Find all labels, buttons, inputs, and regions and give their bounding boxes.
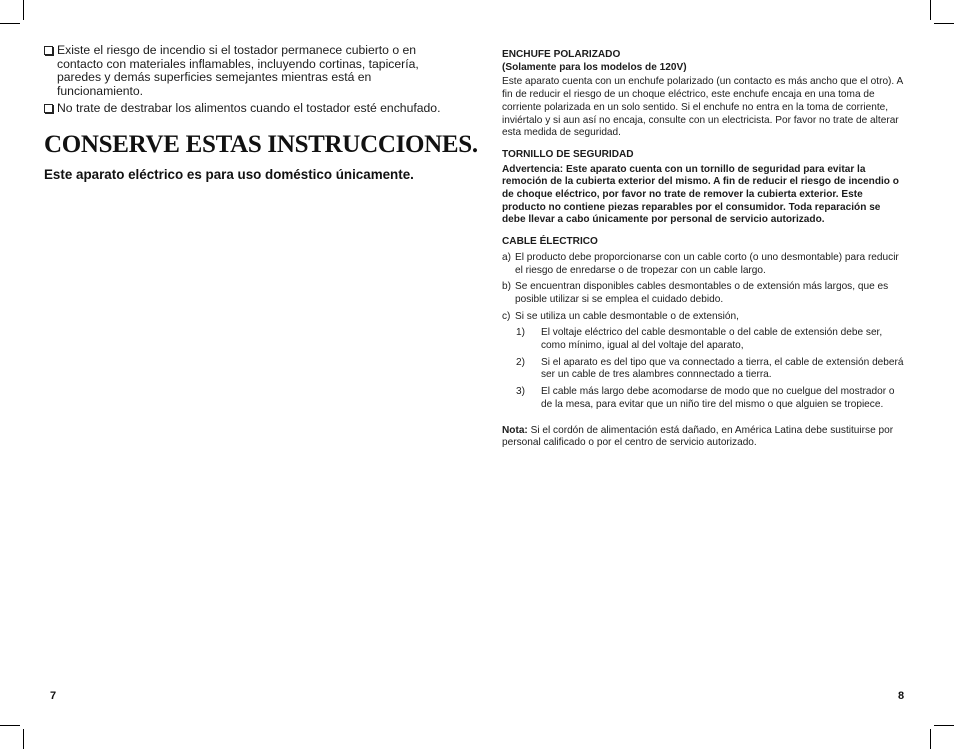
note-label: Nota: — [502, 424, 528, 436]
sub-list-item — [515, 357, 904, 382]
page-subheading: Este aparato eléctrico es para uso doméstico únicamente. — [44, 167, 414, 182]
bullet-text: No trate de destrabar los alimentos cuando el tostador esté enchufado. — [57, 101, 441, 116]
page-number: 8 — [898, 690, 905, 702]
checkbox-bullet-icon — [44, 104, 53, 113]
list-item — [502, 311, 904, 324]
safety-column — [502, 49, 904, 459]
section-electric-cord — [502, 236, 904, 411]
section-polarized-plug — [502, 49, 904, 140]
list-marker: 2) — [516, 356, 525, 368]
section-paragraph: Este aparato cuenta con un enchufe polarizado (un contacto es más ancho que el otro). A fin de reducir el riesgo de un choque eléctrico, este enchufe encaja en una toma de corriente polarizada en un solo sentido. Si el enchufe no entra en la toma de corriente, inviértalo y si aun así no encaja, consulte con un electricista. Por favor no trate de alterar esta medida de seguridad. — [502, 76, 903, 139]
list-marker: a) — [502, 251, 511, 263]
list-marker: c) — [502, 310, 511, 322]
list-item-text: El producto debe proporcionarse con un cable corto (o uno desmontable) para reducir el riesgo de enredarse o de tropezar con un cable largo. — [515, 251, 899, 276]
list-marker: b) — [502, 281, 511, 293]
bullet-text: Existe el riesgo de incendio si el tostador permanece cubierto o en contacto con materiales inflamables, incluyendo cortinas, tapicería, paredes y demás superficies semejantes mientras está en funcionamiento. — [57, 43, 419, 98]
list-item-text: Si se utiliza un cable desmontable o de extensión, — [515, 310, 739, 322]
list-item-text: Si el aparato es del tipo que va connectado a tierra, el cable de extensión deberá ser un cable de tres alambres connnectado a tierra. — [541, 356, 904, 381]
warning-bullet-list — [44, 44, 454, 120]
list-item-text: El voltaje eléctrico del cable desmontable o del cable de extensión debe ser, como mínimo, igual al del voltaje del aparato, — [541, 327, 883, 352]
sub-list-item — [515, 327, 904, 352]
checkbox-bullet-icon — [44, 46, 53, 55]
list-marker: 3) — [516, 386, 525, 398]
list-item — [502, 252, 904, 277]
section-safety-screw — [502, 149, 904, 227]
section-title: TORNILLO DE SEGURIDAD — [502, 148, 634, 160]
bullet-item — [44, 44, 454, 98]
list-item-text: Se encuentran disponibles cables desmontables o de extensión más largos, que es posible utilizar si se emplea el cuidado debido. — [515, 281, 889, 305]
list-marker: 1) — [516, 327, 525, 339]
section-title: ENCHUFE POLARIZADO — [502, 49, 621, 60]
section-title: CABLE ÉLECTRICO — [502, 236, 598, 248]
sub-list-item — [515, 386, 904, 411]
page-heading: CONSERVE ESTAS INSTRUCCIONES. — [44, 131, 478, 158]
bullet-item — [44, 102, 454, 116]
section-subtitle: (Solamente para los modelos de 120V) — [502, 61, 687, 73]
list-item — [502, 281, 904, 306]
note-paragraph — [502, 425, 904, 450]
list-item-text: El cable más largo debe acomodarse de modo que no cuelgue del mostrador o de la mesa, para evitar que un niño tire del mismo o que alguien se tropiece. — [541, 386, 895, 410]
page-number: 7 — [50, 690, 57, 702]
section-paragraph: Advertencia: Este aparato cuenta con un tornillo de seguridad para evitar la remoción de la cubierta exterior del mismo. A fin de reducir el riesgo de incendio o de choque eléctrico, por favor no trate de remover la cubierta exterior. Este producto no contiene piezas reparables por el consumidor. Toda reparación se debe llevar a cabo únicamente por personal de servicio autorizado. — [502, 163, 899, 226]
right-page — [477, 0, 954, 749]
note-text: Si el cordón de alimentación está dañado, en América Latina debe sustituirse por personal calificado o por el centro de servicio autorizado. — [502, 424, 894, 449]
